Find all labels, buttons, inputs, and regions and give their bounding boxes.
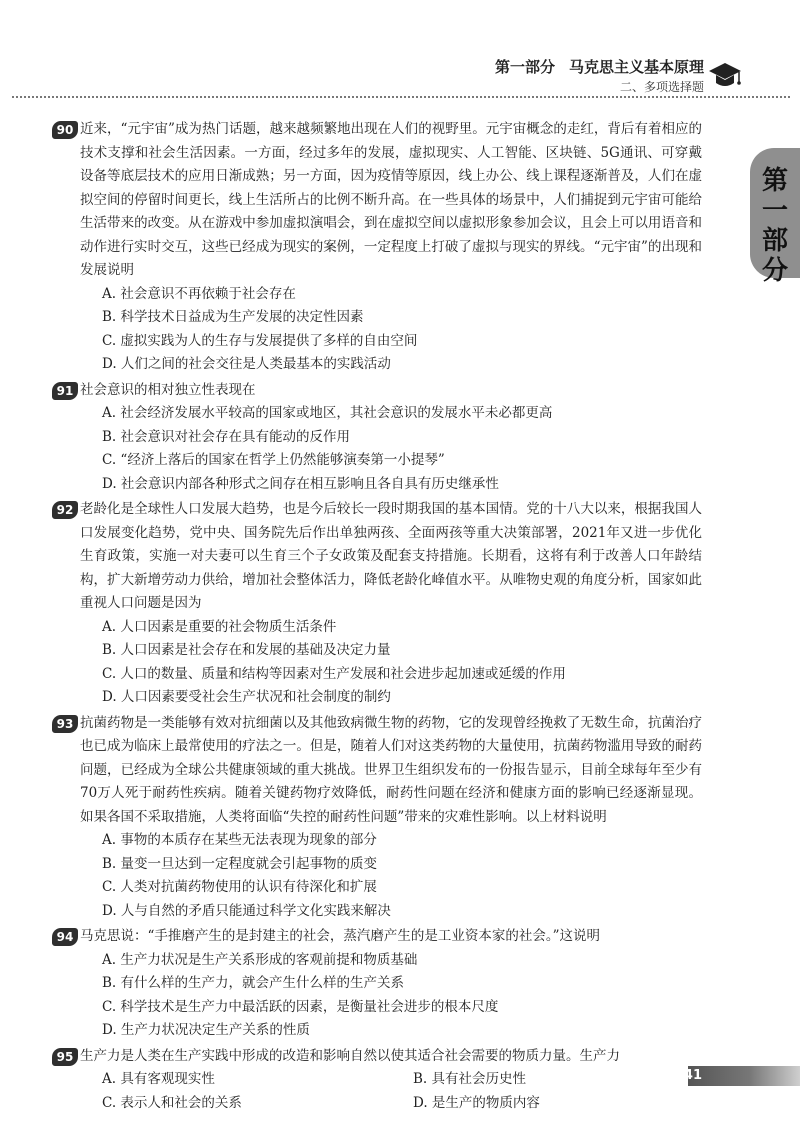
option-a: A. 社会经济发展水平较高的国家或地区，其社会意识的发展水平未必都更高 (102, 405, 553, 421)
subject-title: 马克思主义基本原理 (568, 58, 704, 76)
option-c: C. 科学技术是生产力中最活跃的因素，是衡量社会进步的根本尺度 (102, 998, 499, 1015)
question-number-badge: 91 (52, 382, 78, 400)
option-c: C. 人口的数量、质量和结构等因素对生产发展和社会进步起加速或延缓的作用 (102, 665, 566, 682)
option-b: B. 科学技术日益成为生产发展的决定性因素 (102, 309, 364, 325)
question-number-badge: 93 (52, 715, 78, 733)
option-a: A. 事物的本质存在某些无法表现为现象的部分 (102, 832, 377, 848)
question-list (56, 118, 702, 1117)
question-stem: 抗菌药物是一类能够有效对抗细菌以及其他致病微生物的药物，它的发现曾经挽救了无数生命，抗菌治疗也已成为临床上最常使用的疗法之一。但是，随着人们对这类药物的大量使用，抗菌药物滥用导致的耐药问题，已经成为全球公共健康领域的重大挑战。世界卫生组织发布的一份报告显示，目前全球每年至少有70万人死于耐药性疾病。随着关键药物疗效降低，耐药性问题在经济和健康方面的影响已经逐渐显现。如果各国不采取措施，人类将面临“失控的耐药性问题”带来的灾难性影响。以上材料说明 (80, 714, 702, 825)
option-b: B. 量变一旦达到一定程度就会引起事物的质变 (102, 855, 378, 872)
question-number-badge: 94 (52, 928, 78, 946)
option-c: C. 虚拟实践为人的生存与发展提供了多样的自由空间 (102, 332, 418, 349)
header-divider (12, 96, 790, 98)
option-a: A. 社会意识不再依赖于社会存在 (102, 285, 296, 302)
option-d: D. 是生产的物质内容 (413, 1094, 540, 1111)
question-number-badge: 90 (52, 121, 78, 139)
option-b: B. 人口因素是社会存在和发展的基础及决定力量 (102, 642, 391, 658)
option-c: C. “经济上落后的国家在哲学上仍然能够演奏第一小提琴” (102, 452, 445, 468)
option-a: A. 具有客观现实性 (102, 1071, 215, 1087)
option-d: D. 人口因素要受社会生产状况和社会制度的制约 (102, 689, 391, 705)
part-title: 第一部分 (494, 58, 555, 76)
option-a: A. 生产力状况是生产关系形成的客观前提和物质基础 (102, 951, 418, 968)
option-row (80, 1068, 702, 1092)
option-c: C. 表示人和社会的关系 (102, 1094, 242, 1111)
question-number-badge: 92 (52, 501, 78, 519)
option-d: D. 生产力状况决定生产关系的性质 (102, 1022, 310, 1038)
question-94 (56, 925, 702, 1043)
page-number: 41 (683, 1068, 702, 1083)
option-b: B. 有什么样的生产力，就会产生什么样的生产关系 (102, 975, 405, 991)
option-d: D. 人们之间的社会交往是人类最基本的实践活动 (102, 356, 391, 372)
option-b: B. 具有社会历史性 (413, 1071, 527, 1087)
question-stem: 近来，“元宇宙”成为热门话题，越来越频繁地出现在人们的视野里。元宇宙概念的走红，背后有着相应的技术支撑和社会生活因素。一方面，经过多年的发展，虚拟现实、人工智能、区块链、5G通讯、可穿戴设备等底层技术的应用日渐成熟；另一方面，因为疫情等原因，线上办公、线上课程逐渐普及，人们在虚拟空间的停留时间更长，线上生活所占的比例不断升高。在一些具体的场景中，人们捕捉到元宇宙可能给生活带来的改变。从在游戏中参加虚拟演唱会，到在虚拟空间以虚拟形象参加会议，且会上可以用语音和动作进行实时交互，这些已经成为现实的案例，一定程度上打破了虚拟与现实的界线。“元宇宙”的出现和发展说明 (80, 121, 702, 278)
graduation-cap-icon (708, 58, 742, 92)
side-tab-label: 第一部分 (761, 166, 788, 286)
question-91 (56, 379, 702, 497)
question-90 (56, 118, 702, 377)
option-d: D. 人与自然的矛盾只能通过科学文化实践来解决 (102, 902, 391, 919)
question-stem: 马克思说：“手推磨产生的是封建主的社会，蒸汽磨产生的是工业资本家的社会。”这说明 (80, 928, 601, 944)
side-tab (750, 148, 800, 286)
page-number-bar (688, 1066, 800, 1086)
header-title (495, 56, 704, 77)
question-stem: 社会意识的相对独立性表现在 (80, 381, 256, 398)
question-95 (56, 1045, 702, 1116)
question-stem: 生产力是人类在生产实践中形成的改造和影响自然以使其适合社会需要的物质力量。生产力 (80, 1047, 620, 1064)
option-d: D. 社会意识内部各种形式之间存在相互影响且各自具有历史继承性 (102, 475, 499, 492)
question-93 (56, 712, 702, 924)
section-title: 二、多项选择题 (619, 80, 704, 94)
option-c: C. 人类对抗菌药物使用的认识有待深化和扩展 (102, 879, 377, 895)
question-stem: 老龄化是全球性人口发展大趋势，也是今后较长一段时期我国的基本国情。党的十八大以来，根据我国人口发展变化趋势，党中央、国务院先后作出单独两孩、全面两孩等重大决策部署，2021年又进一步优化生育政策，实施一对夫妻可以生育三个子女政策及配套支持措施。长期看，这将有利于改善人口年龄结构，扩大新增劳动力供给，增加社会整体活力，降低老龄化峰值水平。从唯物史观的角度分析，国家如此重视人口问题是因为 (80, 501, 702, 611)
question-92 (56, 498, 702, 710)
question-number-badge: 95 (52, 1048, 78, 1066)
option-b: B. 社会意识对社会存在具有能动的反作用 (102, 428, 351, 445)
option-a: A. 人口因素是重要的社会物质生活条件 (102, 618, 337, 635)
option-row (80, 1092, 702, 1116)
page-header (0, 52, 800, 102)
